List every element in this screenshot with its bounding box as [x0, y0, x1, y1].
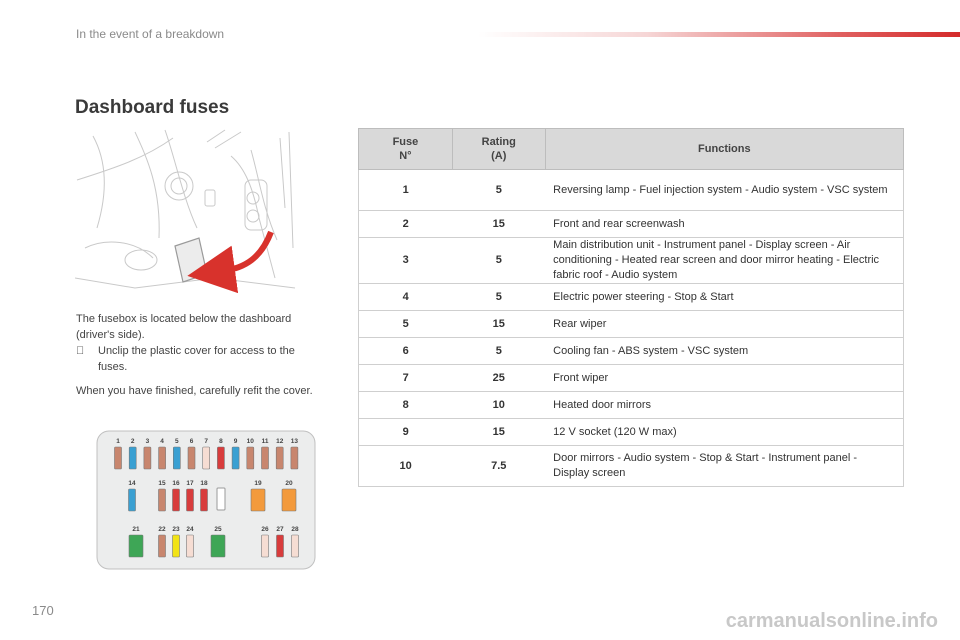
instructions [76, 311, 326, 399]
functions-cell: Door mirrors - Audio system - Stop & Start - Instrument panel - Display screen [545, 446, 903, 487]
table-row [359, 284, 904, 311]
fuse-slot [217, 447, 224, 469]
fuse-number-cell: 8 [359, 392, 453, 419]
fuse-slot [159, 535, 166, 557]
functions-cell: Cooling fan - ABS system - VSC system [545, 338, 903, 365]
fuse-label: 2 [130, 438, 135, 445]
rating-cell: 5 [452, 338, 545, 365]
functions-cell: Heated door mirrors [545, 392, 903, 419]
fuse-label: 4 [160, 438, 164, 445]
unclip-cover-text: Unclip the plastic cover for access to the fuses. [98, 345, 295, 373]
functions-cell: Front wiper [545, 365, 903, 392]
fuse-label: 6 [189, 438, 194, 445]
fuse-label: 14 [128, 480, 136, 487]
fuse-slot [159, 489, 166, 511]
fuse-label: 27 [276, 526, 284, 533]
fuse-slot [232, 447, 239, 469]
fuse-slot [251, 489, 265, 511]
fuse-label: 24 [186, 526, 194, 533]
table-row [359, 365, 904, 392]
fuse-number-cell: 4 [359, 284, 453, 311]
fuse-slot [144, 447, 151, 469]
table-row [359, 238, 904, 284]
fuse-number-cell: 2 [359, 211, 453, 238]
fuse-label: 12 [276, 438, 284, 445]
fuse-slot [159, 447, 166, 469]
fuse-label: 20 [285, 480, 293, 487]
functions-cell: Electric power steering - Stop & Start [545, 284, 903, 311]
fuse-slot [203, 447, 210, 469]
rating-cell: 5 [452, 238, 545, 284]
fuse-slot [173, 447, 180, 469]
page-title: Dashboard fuses [75, 97, 230, 118]
rating-header: Rating (A) [452, 129, 545, 170]
table-row [359, 446, 904, 487]
fuse-number-cell: 7 [359, 365, 453, 392]
functions-cell: 12 V socket (120 W max) [545, 419, 903, 446]
functions-cell: Front and rear screenwash [545, 211, 903, 238]
functions-cell: Rear wiper [545, 311, 903, 338]
fuse-label: 17 [186, 480, 194, 487]
dashboard-illustration [75, 128, 297, 300]
fuse-label: 10 [246, 438, 254, 445]
fuse-slot [282, 489, 296, 511]
functions-header: Functions [545, 129, 903, 170]
fuse-label: 25 [214, 526, 222, 533]
fuse-number-cell: 9 [359, 419, 453, 446]
table-row [359, 311, 904, 338]
fuse-label: 3 [145, 438, 150, 445]
fuse-label: 23 [172, 526, 180, 533]
fuse-label: 19 [254, 480, 262, 487]
fuse-label: 1 [116, 438, 120, 445]
rating-cell: 15 [452, 419, 545, 446]
rating-cell: 15 [452, 211, 545, 238]
rating-cell: 5 [452, 170, 545, 211]
relay-slot [217, 488, 225, 510]
fusebox-location-text: The fusebox is located below the dashboard (driver's side). [76, 313, 292, 341]
fuse-slot [247, 447, 254, 469]
fuse-label: 11 [261, 438, 269, 445]
fuse-number-cell: 5 [359, 311, 453, 338]
fuse-slot [129, 447, 136, 469]
fuse-label: 7 [204, 438, 209, 445]
table-row [359, 338, 904, 365]
fuse-label: 8 [219, 438, 223, 445]
fuse-label: 13 [290, 438, 299, 445]
fuse-slot [188, 447, 195, 469]
table-row [359, 419, 904, 446]
rating-cell: 10 [452, 392, 545, 419]
rating-cell: 5 [452, 284, 545, 311]
fuse-number-cell: 6 [359, 338, 453, 365]
fuse-slot [211, 535, 225, 557]
table-row [359, 392, 904, 419]
watermark: carmanualsonline.info [725, 610, 938, 632]
table-header-row [359, 129, 904, 170]
fuse-slot [187, 489, 194, 511]
fuse-slot [292, 535, 299, 557]
rating-cell: 7.5 [452, 446, 545, 487]
instruction-step [76, 343, 326, 375]
fuse-slot [173, 535, 180, 557]
fuse-label: 22 [158, 526, 166, 533]
functions-cell: Main distribution unit - Instrument panel - Display screen - Air conditioning - Heated rear screen and door mirror heating - Electric fabric roof - Audio system [545, 238, 903, 284]
fuse-slot [187, 535, 194, 557]
fuse-label: 26 [261, 526, 269, 533]
table-row [359, 170, 904, 211]
fuse-number-cell: 1 [359, 170, 453, 211]
fusebox-diagram [96, 430, 316, 570]
fuse-table [358, 128, 904, 487]
fuse-label: 9 [233, 438, 238, 445]
fuse-number-cell: 3 [359, 238, 453, 284]
fuse-label: 16 [172, 480, 180, 487]
table-row [359, 211, 904, 238]
functions-cell: Reversing lamp - Fuel injection system - Audio system - VSC system [545, 170, 903, 211]
rating-cell: 25 [452, 365, 545, 392]
fuse-slot [262, 535, 269, 557]
section-header: In the event of a breakdown [76, 27, 225, 41]
fuse-label: 21 [132, 526, 140, 533]
fuse-label: 18 [200, 480, 208, 487]
header-accent-bar [478, 32, 960, 37]
fuse-label: 5 [174, 438, 179, 445]
fuse-label: 28 [291, 526, 299, 533]
fuse-slot [277, 535, 284, 557]
fuse-slot [129, 535, 143, 557]
refit-cover-text: When you have finished, carefully refit the cover. [76, 385, 313, 397]
fuse-number-header: Fuse N° [359, 129, 453, 170]
bullet-mark [76, 343, 98, 375]
fuse-number-cell: 10 [359, 446, 453, 487]
fuse-slot [262, 447, 269, 469]
rating-cell: 15 [452, 311, 545, 338]
page-number: 170 [32, 603, 54, 618]
fuse-slot [276, 447, 283, 469]
fuse-slot [129, 489, 136, 511]
fuse-slot [201, 489, 208, 511]
fuse-slot [291, 447, 298, 469]
fuse-label: 15 [158, 480, 166, 487]
fuse-slot [173, 489, 180, 511]
fuse-slot [115, 447, 122, 469]
